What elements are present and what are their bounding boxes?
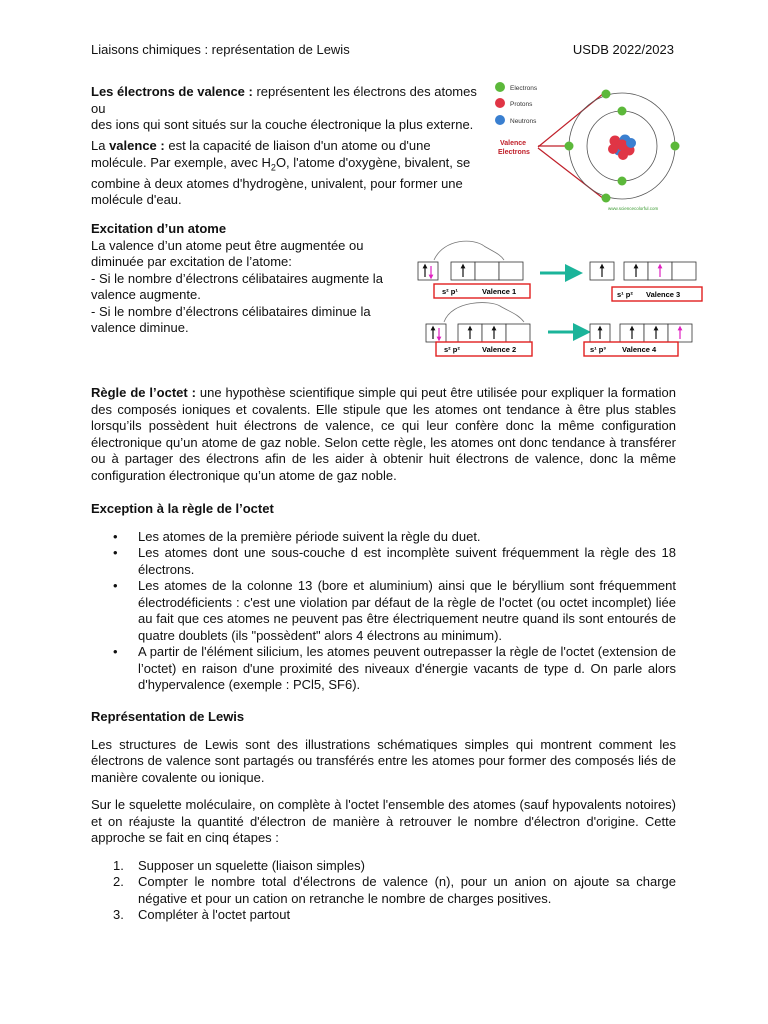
list-item: • Les atomes dont une sous-couche d est incomplète suivent fréquemment la règle des 18 électrons. [91,545,676,578]
excitation-title: Excitation d’un atome [91,221,227,236]
lewis-paragraph-1: Les structures de Lewis sont des illustrations schématiques simples qui montrent comment les électrons de valence sont partagés ou transférés entre les atomes pour former des composés liés de manière covalente ou ionique. [91,736,676,785]
jump-curve-2 [444,303,524,322]
label-val-4: Valence 4 [622,345,657,354]
row2-left-boxes [426,324,530,342]
header-year: USDB 2022/2023 [572,42,674,57]
label-val-1: Valence 1 [482,287,517,296]
legend-neutrons-label: Neutrons [510,118,537,125]
list-item: • Les atomes de la colonne 13 (bore et aluminium) ainsi que le béryllium sont fréquemment électrodéficients : c'est une violation par défaut de la règle de l'octet (ou octet incomplet) liée au fait que ces atomes ne peuvent pas être électriquement neutre quand ils sont entourés de quatre doublets (ils "possèdent" alors 4 électrons au minimum). [91,578,676,644]
octet-term: Règle de l’octet : [91,385,196,400]
legend-electron-dot [495,82,505,92]
exceptions-title: Exception à la règle de l’octet [91,501,274,516]
lewis-paragraph-2: Sur le squelette moléculaire, on complète à l'octet l'ensemble des atomes (sauf hypovalents notoires) et on réajuste la quantité d'électron de manière à retrouver le nombre d'électron d'origine. Cette approche se fait en cinq étapes : [91,797,676,845]
header-title: Liaisons chimiques : représentation de Lewis [91,42,350,57]
lewis-steps [91,858,676,924]
excitation-diagram [414,236,706,360]
valence-label-2: Electrons [498,149,530,156]
label-orb-3: s² p² [444,345,460,354]
lewis-title: Représentation de Lewis [91,709,245,724]
label-orb-1: s² p¹ [442,287,458,296]
atom-watermark: www.sciencecolorful.com [608,206,659,211]
list-item: • A partir de l'élément silicium, les atomes peuvent outrepasser la règle de l'octet (extension de l’octet) en raison d'une proximité des niveaux d'énergie vacants de type d. On parle alors d'hypervalence (exemple : PCl5, SF6). [91,644,676,694]
octet-paragraph: Règle de l’octet : une hypothèse scientifique simple qui peut être utilisée pour expliquer la formation des composés ioniques et covalents. Elle stipule que les atomes ont tendance à être plus stables lorsqu’ils possèdent huit électrons de valence, ce qui leur confère donc la même configuration électronique qu’un atome de gaz noble. Selon cette règle, les atomes ont donc tendance à transférer ou à partager des électrons afin de les aider à obtenir huit électrons de valence, donc la même configuration électronique qu’un atome de gaz noble. [91,385,676,483]
atom-diagram [492,78,682,214]
valence-electrons-term: Les électrons de valence : [91,84,253,99]
valence-term: valence : [109,138,165,153]
excitation-section: Excitation d’un atome La valence d’un atome peut être augmentée ou diminuée par excitation de l’atome: - Si le nombre d’électrons célibataires augmente la valence augmente. - Si le nombre d’électrons célibataires diminue la valence diminue. [91,221,401,337]
list-item: 1. Supposer un squelette (liaison simples) [113,857,365,873]
label-val-2: Valence 3 [646,290,681,299]
row2-right-boxes [590,324,692,342]
valence-electrons-paragraph: Les électrons de valence : représentent les électrons des atomes ou des ions qui sont situés sur la couche électronique la plus externe. [91,84,477,132]
row1-right-boxes [590,262,696,280]
label-val-3: Valence 2 [482,345,517,354]
exceptions-section [91,501,676,694]
lewis-section [91,709,676,924]
valence-paragraph: La valence : est la capacité de liaison d'un atome ou d'une molécule. Par exemple, avec $H_2O$, l'atome d'oxygène, bivalent, se combine à deux atomes d'hydrogène, univalent, pour former une molécule d'eau. [91,138,471,208]
exceptions-list [91,529,676,694]
legend-protons-label: Protons [510,101,533,108]
row1-left-boxes [418,262,523,280]
label-orb-2: s¹ p² [617,290,633,299]
legend-neutron-dot [495,115,505,125]
list-item: 3. Compléter à l'octet partout [113,907,291,922]
legend-electrons-label: Electrons [510,85,538,92]
legend-proton-dot [495,98,505,108]
list-item: • Les atomes de la première période suivent la règle du duet. [91,529,676,546]
label-orb-4: s¹ p³ [590,345,606,354]
jump-curve-1 [434,241,504,260]
list-item: 2. Compter le nombre total d'électrons de valence (n), pour un anion on ajoute sa charge négative et pour un cation on retranche le nombre de charges positives. [113,874,676,906]
valence-label-1: Valence [500,140,527,147]
